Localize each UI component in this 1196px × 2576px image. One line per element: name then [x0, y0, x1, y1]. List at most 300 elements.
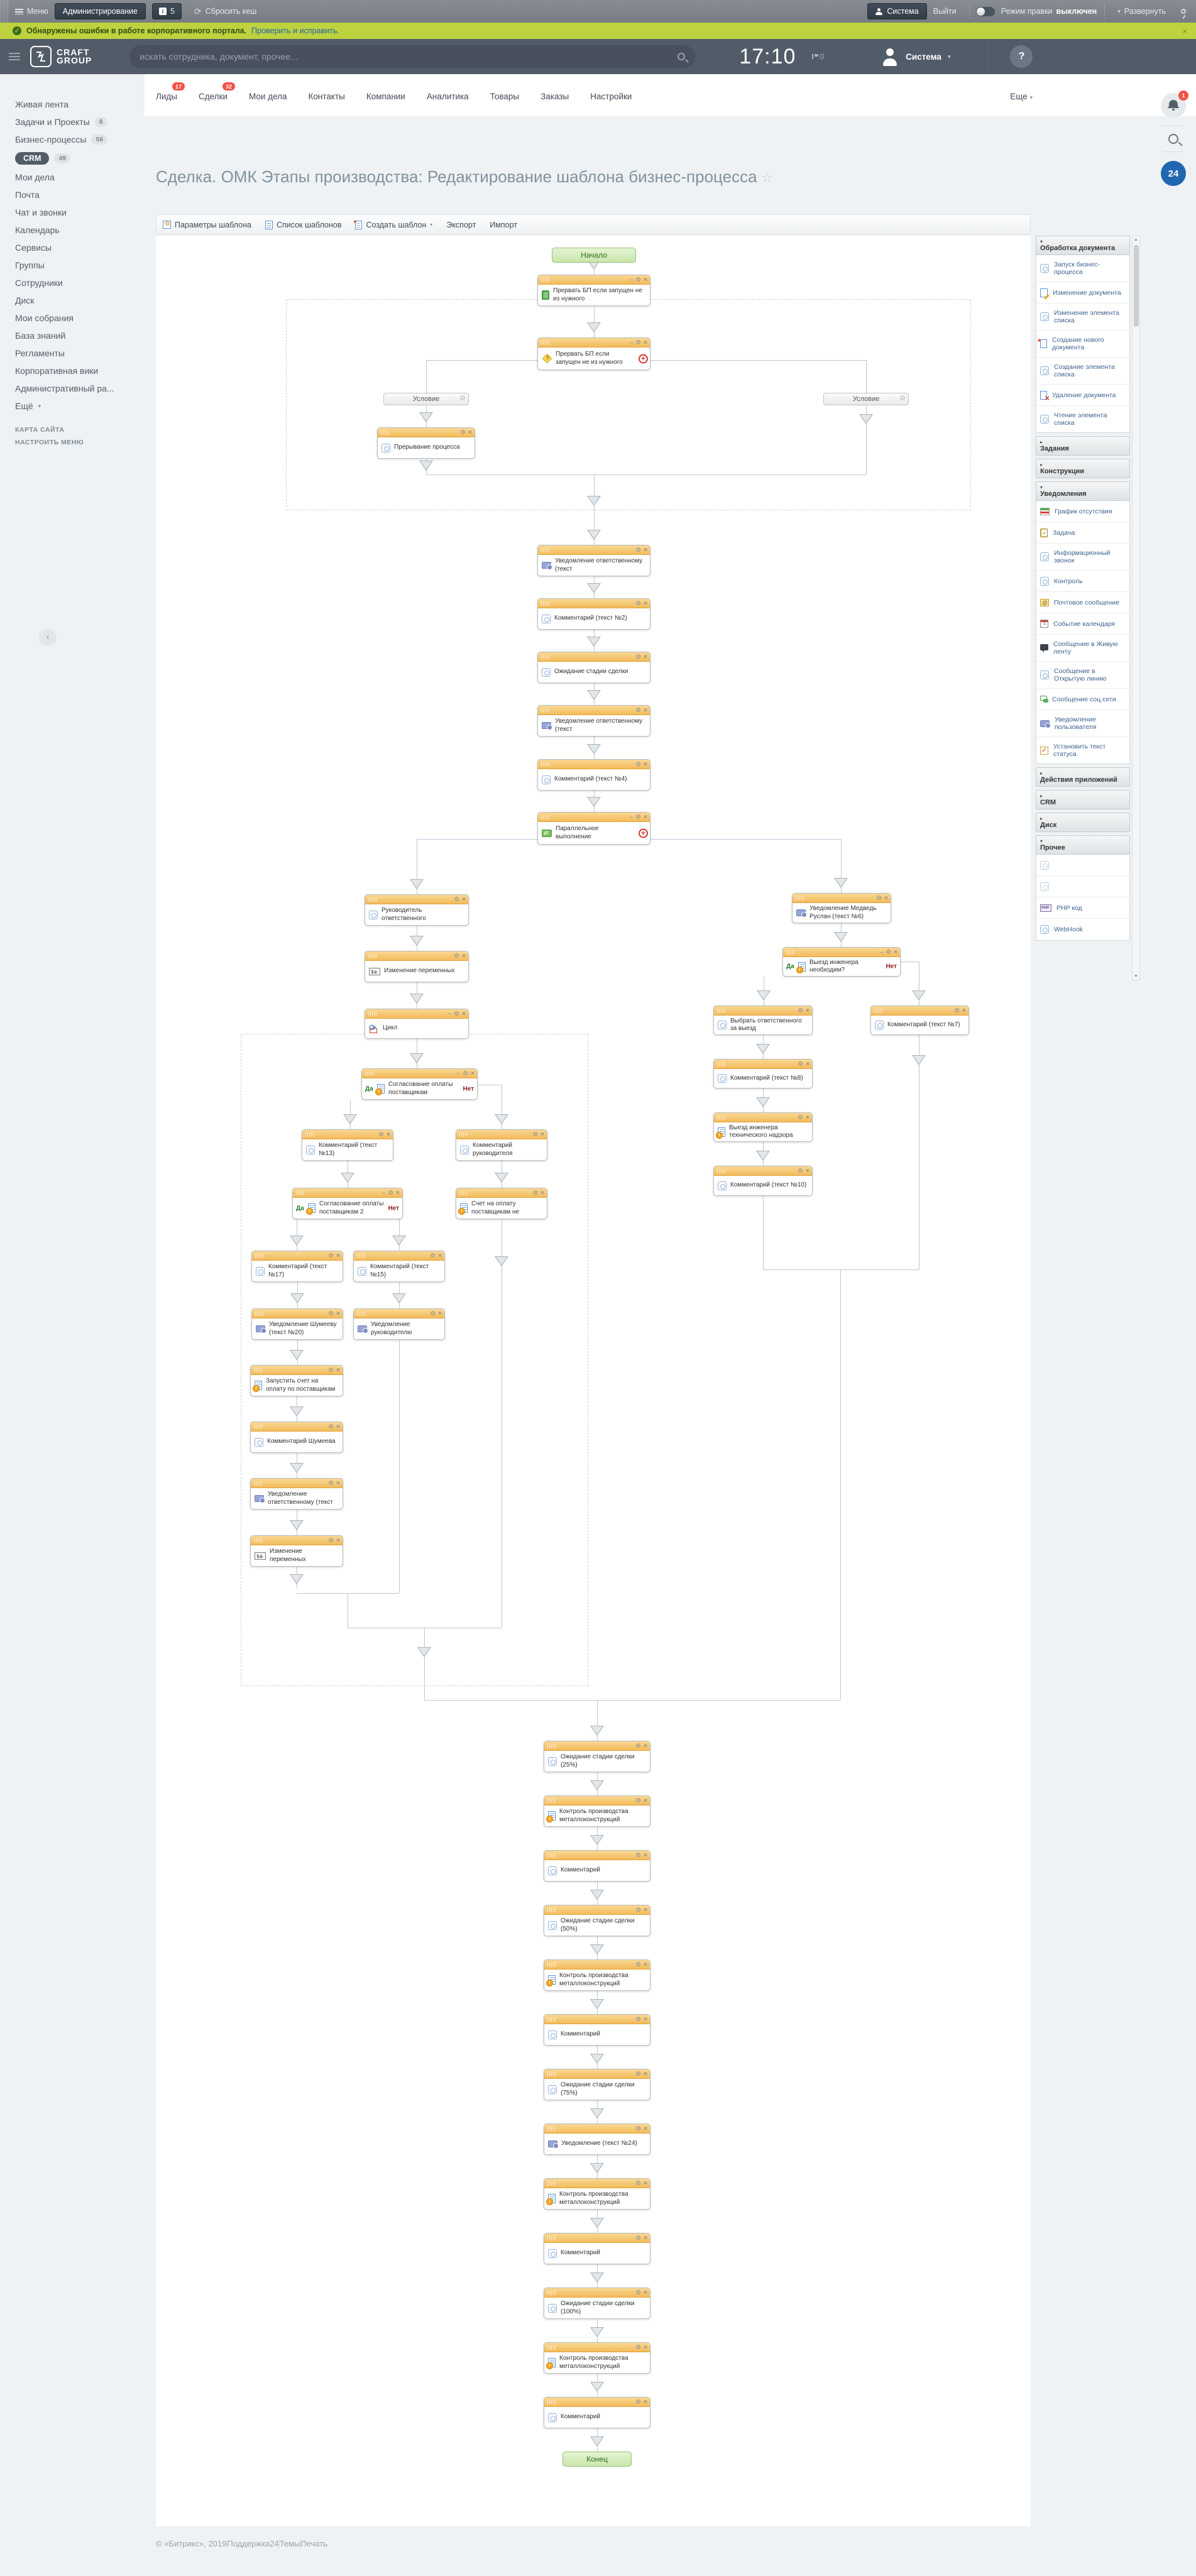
close-icon[interactable]: × [462, 953, 466, 960]
gear-icon[interactable]: ⚙ [635, 1852, 642, 1859]
close-icon[interactable]: × [644, 2125, 647, 2132]
node-controls [635, 2015, 647, 2024]
toolbar-Экспорт[interactable]: Экспорт [446, 220, 476, 229]
close-icon[interactable]: × [644, 1852, 647, 1859]
pin-icon[interactable] [1181, 9, 1186, 14]
gear-icon[interactable]: ⚙ [798, 1061, 804, 1068]
gear-icon[interactable]: ⚙ [328, 1310, 334, 1317]
gear-icon[interactable]: ⚙ [328, 1537, 334, 1544]
drag-grip-icon [254, 1481, 262, 1486]
activity-node[interactable] [251, 1251, 343, 1282]
gear-icon[interactable]: ⚙ [430, 1252, 436, 1259]
close-icon[interactable]: × [1182, 26, 1187, 36]
activity-node[interactable] [544, 2233, 650, 2264]
connector-arrow-icon [912, 990, 926, 1000]
close-icon[interactable]: × [336, 1537, 340, 1544]
node-body [538, 822, 650, 844]
add-branch-button[interactable]: + [639, 828, 648, 838]
activity-node[interactable] [870, 1006, 969, 1035]
connector-arrow-icon [495, 1256, 508, 1266]
chevron-right-icon: ▸ [1040, 793, 1043, 799]
sidebar-item-Бизнес-процессы[interactable] [0, 131, 145, 148]
activity-node[interactable] [544, 2178, 650, 2210]
gear-icon[interactable]: ⚙ [798, 1007, 804, 1014]
palette-item-PHP код[interactable]: PHP PHP код [1036, 897, 1129, 919]
toolbar-Импорт[interactable]: Импорт [490, 220, 517, 229]
gear-icon[interactable]: ⚙ [635, 2016, 642, 2023]
minimize-icon[interactable]: – [629, 277, 634, 283]
connector-arrow-icon [290, 1574, 304, 1584]
palette-item-Чтение элемента списка[interactable]: Чтение элемента списка [1036, 406, 1129, 432]
activity-node[interactable] [537, 759, 650, 791]
sidebar-item-Почта[interactable] [0, 186, 145, 204]
palette-section-Прочее [1036, 835, 1130, 941]
gear-icon[interactable]: ⚙ [899, 395, 906, 402]
palette-item-Событие календаря[interactable]: 1 Событие календаря [1036, 613, 1129, 635]
sitemap-link[interactable]: КАРТА САЙТА [15, 426, 65, 434]
minimize-icon[interactable]: – [447, 1011, 452, 1017]
palette-section-Задания [1036, 436, 1130, 456]
close-icon[interactable]: × [644, 2289, 647, 2296]
connector-arrow-icon [419, 461, 433, 471]
admin-menu-button[interactable] [15, 7, 48, 16]
activity-node[interactable] [792, 893, 891, 923]
close-icon[interactable]: × [336, 1367, 340, 1374]
minimize-icon[interactable]: – [381, 1190, 386, 1197]
gear-icon[interactable]: ⚙ [328, 1367, 334, 1374]
activity-node[interactable] [537, 652, 650, 683]
footer-link[interactable]: Темы [279, 2539, 300, 2548]
activity-node[interactable] [544, 2342, 650, 2374]
activity-node[interactable] [713, 1006, 813, 1035]
minimize-icon[interactable]: – [456, 1070, 461, 1077]
close-icon[interactable]: × [336, 1310, 340, 1317]
params-icon [163, 221, 171, 229]
chevron-down-icon: ▾ [1040, 485, 1043, 490]
blank-icon [1040, 882, 1049, 891]
activity-node[interactable] [713, 1059, 813, 1088]
activity-node[interactable] [537, 812, 650, 845]
close-icon[interactable]: × [806, 1114, 809, 1121]
node-controls [630, 275, 647, 285]
sidebar-item-Календарь[interactable] [0, 221, 145, 239]
chevron-right-icon: ▸ [1040, 816, 1043, 821]
activity-node[interactable] [544, 1795, 650, 1827]
tab-Сделки[interactable]: Сделки 32 [199, 92, 228, 101]
activity-node[interactable] [544, 2014, 650, 2046]
tab-Товары[interactable]: Товары [490, 92, 520, 101]
sidebar-item-Мои собрания[interactable] [0, 309, 145, 327]
palette-item-WebHook[interactable]: WebHook [1036, 919, 1129, 940]
node-controls [635, 1796, 647, 1806]
var-icon [369, 968, 380, 975]
close-icon[interactable]: × [540, 1190, 544, 1197]
activity-node[interactable] [544, 1850, 650, 1882]
close-icon[interactable]: × [471, 1070, 475, 1077]
node-body [544, 1860, 650, 1881]
activity-node[interactable] [250, 1365, 343, 1396]
edit-mode-toggle[interactable] [976, 7, 995, 16]
alert-fix-link[interactable]: Проверить и исправить. [251, 26, 339, 35]
connector-arrow-icon [495, 1114, 508, 1124]
gear-icon[interactable]: ⚙ [635, 1743, 642, 1750]
sidebar-item-Чат и звонки[interactable] [0, 204, 145, 221]
palette-item-Изменение документа[interactable]: Изменение документа [1036, 282, 1129, 304]
activity-node[interactable] [250, 1478, 343, 1510]
admin-counter[interactable] [152, 3, 182, 19]
node-body [783, 957, 900, 976]
activity-node[interactable] [782, 947, 901, 977]
minimize-icon[interactable]: – [879, 949, 884, 956]
minimize-icon[interactable]: – [629, 814, 634, 821]
drag-grip-icon [357, 1312, 365, 1316]
palette-item-Сообщение соц.сети[interactable]: Сообщение соц.сети [1036, 689, 1129, 710]
palette-item-Создание элемента списка[interactable]: Создание элемента списка [1036, 358, 1129, 385]
activity-node[interactable] [544, 1741, 650, 1772]
palette-section-Уведомления [1036, 481, 1130, 764]
close-icon[interactable]: × [644, 814, 647, 821]
gear-icon[interactable]: ⚙ [635, 1961, 642, 1968]
minimize-icon[interactable]: – [629, 339, 634, 346]
close-icon[interactable]: × [462, 896, 466, 903]
sidebar-item-Регламенты[interactable] [0, 344, 145, 362]
scroll-up-icon[interactable]: ▲ [1134, 238, 1138, 242]
tab-Контакты[interactable]: Контакты [308, 92, 345, 101]
gear-icon[interactable]: ⚙ [876, 895, 882, 902]
palette-section-header[interactable]: ▸ Действия приложений [1036, 767, 1130, 787]
user-menu[interactable] [881, 47, 950, 66]
palette-item-Сообщение в Открытую линию[interactable]: Сообщение в Открытую линию [1036, 662, 1129, 689]
administration-button[interactable]: Администрирование [55, 3, 146, 19]
palette-item-Изменение элемента списка[interactable]: Изменение элемента списка [1036, 304, 1129, 331]
palette-item-Создание нового документа[interactable]: * Создание нового документа [1036, 331, 1129, 358]
sidebar-item-Группы[interactable] [0, 256, 145, 274]
palette-item-Контроль[interactable]: Контроль [1036, 571, 1129, 592]
close-icon[interactable]: × [884, 895, 888, 902]
logout-link[interactable]: Выйти [933, 7, 957, 16]
close-icon[interactable]: × [396, 1190, 400, 1197]
activity-node[interactable] [302, 1129, 393, 1161]
search-icon[interactable] [678, 53, 685, 60]
connector-arrow-icon [290, 1520, 304, 1530]
connector-arrow-icon [587, 496, 601, 506]
close-icon[interactable]: × [438, 1252, 442, 1259]
close-icon[interactable]: × [644, 1797, 647, 1804]
node-controls [635, 2233, 647, 2243]
gear-icon[interactable]: ⚙ [635, 547, 642, 554]
logo[interactable] [30, 46, 92, 67]
activity-node[interactable] [713, 1166, 813, 1196]
palette-section-header[interactable]: ▸ Конструкции [1036, 459, 1130, 478]
close-icon[interactable]: × [336, 1423, 340, 1430]
palette-item-blank[interactable] [1036, 876, 1129, 897]
connector-arrow-icon [587, 690, 601, 700]
sidebar-item-CRM[interactable] [0, 148, 145, 168]
palette-section-header[interactable]: ▸ Диск [1036, 813, 1130, 832]
close-icon[interactable]: × [644, 2071, 647, 2078]
node-body [456, 1198, 547, 1219]
palette-item-Запуск бизнес-процесса[interactable]: Запуск бизнес-процесса [1036, 255, 1129, 282]
close-icon[interactable]: × [644, 1961, 647, 1968]
sidebar-item-Мои дела[interactable] [0, 168, 145, 186]
tab-Лиды[interactable]: Лиды 17 [156, 92, 177, 101]
close-icon[interactable]: × [462, 1011, 466, 1017]
palette-item-График отсутствия[interactable]: График отсутствия [1036, 501, 1129, 522]
gear-icon[interactable]: ⚙ [635, 1797, 642, 1804]
close-icon[interactable]: × [644, 2344, 647, 2351]
activity-node[interactable] [365, 1009, 469, 1039]
sidebar-item-Административный ра...[interactable] [0, 380, 145, 397]
node-controls [798, 1166, 809, 1176]
add-branch-button[interactable]: + [639, 354, 648, 363]
system-user-button[interactable] [867, 3, 926, 19]
footer-link[interactable]: Поддержка24 [227, 2539, 279, 2548]
condition-branch[interactable]: Условие ⚙ [823, 393, 909, 405]
connector-arrow-icon [419, 412, 433, 422]
configure-menu-link[interactable]: НАСТРОИТЬ МЕНЮ [15, 439, 84, 446]
node-label: Комментарий (текст №2) [554, 615, 627, 622]
gear-icon[interactable]: ⚙ [454, 953, 460, 960]
sidebar-item-База знаний[interactable] [0, 327, 145, 344]
nav-more[interactable]: Еще ▾ [1010, 92, 1033, 101]
sidebar-item-Корпоративная вики[interactable] [0, 362, 145, 380]
scrollbar-thumb[interactable] [1134, 245, 1139, 327]
gear-icon[interactable]: ⚙ [635, 707, 642, 714]
tab-Заказы[interactable]: Заказы [540, 92, 569, 101]
sidebar-item-Живая лента[interactable] [0, 96, 145, 113]
close-icon[interactable]: × [644, 2235, 647, 2242]
activity-node[interactable] [361, 1068, 478, 1100]
close-icon[interactable]: × [962, 1007, 966, 1014]
toolbar-Список шаблонов[interactable]: Список шаблонов [265, 221, 342, 229]
node-label: Ожидание стадии сделки (50%) [561, 1917, 635, 1932]
close-icon[interactable]: × [336, 1480, 340, 1487]
gear-icon[interactable]: ⚙ [635, 600, 642, 607]
activity-node[interactable] [353, 1308, 445, 1340]
activity-node[interactable] [713, 1112, 813, 1142]
gear-icon[interactable]: ⚙ [635, 2289, 642, 2296]
activity-node[interactable] [292, 1188, 403, 1219]
sidebar-item-Сотрудники[interactable] [0, 274, 145, 292]
close-icon[interactable]: × [540, 1131, 544, 1138]
palette-section-Диск [1036, 813, 1130, 832]
close-icon[interactable]: × [806, 1061, 809, 1068]
close-icon[interactable]: × [644, 761, 647, 768]
activity-node[interactable] [537, 337, 650, 370]
chevron-right-icon: ▸ [1040, 439, 1043, 445]
node-label: Выезд инженера технического надзора [729, 1124, 793, 1139]
gear-icon[interactable]: ⚙ [635, 2071, 642, 2078]
gear-icon[interactable]: ⚙ [454, 896, 460, 903]
activity-node[interactable] [365, 894, 469, 926]
toolbar-Создать шаблон[interactable]: * Создать шаблон ▾ [355, 221, 432, 229]
gear-icon[interactable]: ⚙ [635, 761, 642, 768]
palette-section-header[interactable]: ▾ Обработка документа [1036, 236, 1130, 255]
node-controls [635, 599, 647, 608]
gear-icon[interactable]: ⚙ [635, 2235, 642, 2242]
activity-node[interactable] [251, 1308, 343, 1340]
close-icon[interactable]: × [644, 2016, 647, 2023]
activity-node[interactable] [250, 1535, 343, 1567]
tab-Мои дела[interactable]: Мои дела [249, 92, 287, 101]
list-icon [548, 2413, 557, 2422]
close-icon[interactable]: × [806, 1168, 809, 1175]
palette-item-Уведомление пользователя[interactable]: Уведомление пользователя [1036, 710, 1129, 737]
gear-icon[interactable]: ⚙ [635, 814, 642, 821]
help-button[interactable]: ? [1010, 45, 1033, 68]
palette-item-Задача[interactable]: ✓ Задача [1036, 522, 1129, 544]
node-titlebar [251, 1536, 343, 1545]
palette-section-header[interactable]: ▸ CRM [1036, 790, 1130, 809]
hamburger-icon[interactable] [9, 53, 20, 60]
close-icon[interactable]: × [806, 1007, 809, 1014]
activity-node[interactable] [456, 1129, 547, 1161]
close-icon[interactable]: × [468, 429, 472, 436]
gear-icon[interactable]: ⚙ [454, 1011, 460, 1017]
close-icon[interactable]: × [336, 1252, 340, 1259]
node-titlebar [354, 1251, 444, 1261]
connector-arrow-icon [343, 1114, 357, 1124]
activity-node[interactable] [365, 951, 469, 982]
tab-Настройки[interactable]: Настройки [590, 92, 632, 101]
gear-icon[interactable]: ⚙ [532, 1190, 539, 1197]
activity-node[interactable] [544, 2069, 650, 2100]
close-icon[interactable]: × [644, 1743, 647, 1750]
palette-item-Информационный звонок[interactable]: Информационный звонок [1036, 544, 1129, 571]
gear-icon[interactable]: ⚙ [463, 1070, 469, 1077]
gear-icon[interactable]: ⚙ [430, 1310, 436, 1317]
palette-section-header[interactable]: ▸ Задания [1036, 436, 1130, 456]
scroll-down-icon[interactable]: ▼ [1134, 974, 1138, 978]
close-icon[interactable]: × [644, 707, 647, 714]
activity-node[interactable] [353, 1251, 445, 1282]
close-icon[interactable]: × [438, 1310, 442, 1317]
node-titlebar [714, 1166, 812, 1176]
close-icon[interactable]: × [644, 547, 647, 554]
notifications-button[interactable] [1161, 93, 1186, 118]
gear-icon[interactable]: ⚙ [635, 2180, 642, 2187]
sidebar-item-Задачи и Проекты[interactable] [0, 113, 145, 131]
gear-icon[interactable]: ⚙ [798, 1114, 804, 1121]
sidebar-item-Диск[interactable] [0, 292, 145, 309]
sidebar-item-Сервисы[interactable] [0, 239, 145, 256]
connector-arrow-icon [859, 414, 873, 424]
gear-icon[interactable]: ⚙ [635, 277, 642, 283]
activity-node[interactable] [544, 2397, 650, 2428]
gear-icon[interactable]: ⚙ [460, 429, 466, 436]
close-icon[interactable]: × [644, 339, 647, 346]
activity-node[interactable] [537, 545, 650, 576]
drag-grip-icon [368, 897, 376, 902]
favorite-star-icon[interactable]: ☆ [760, 170, 774, 185]
activity-node[interactable] [537, 705, 650, 737]
yes-branch-label: Да [365, 1085, 373, 1092]
activity-node[interactable] [537, 598, 650, 630]
gear-icon[interactable]: ⚙ [328, 1423, 334, 1430]
tab-Компании[interactable]: Компании [366, 92, 405, 101]
gear-icon[interactable]: ⚙ [532, 1131, 539, 1138]
palette-item-Сообщение в Живую ленту[interactable]: Сообщение в Живую ленту [1036, 635, 1129, 662]
tab-Аналитика[interactable]: Аналитика [426, 92, 469, 101]
palette-item-Установить текст статуса[interactable]: ✓ Установить текст статуса [1036, 737, 1129, 764]
expand-button[interactable]: ▾ Развернуть [1117, 7, 1166, 16]
node-controls [954, 1006, 966, 1016]
palette-item-blank[interactable] [1036, 855, 1129, 876]
flag-icon [812, 54, 817, 59]
palette-item-Удаление документа[interactable]: × Удаление документа [1036, 385, 1129, 406]
node-label: Комментарий (текст №17) [268, 1263, 327, 1278]
palette-section-header[interactable]: ▾ Уведомления [1036, 481, 1130, 501]
activity-node[interactable] [377, 427, 475, 459]
close-icon[interactable]: × [644, 600, 647, 607]
gear-icon[interactable]: ⚙ [886, 949, 892, 956]
condition-branch[interactable]: Условие ⚙ [383, 393, 469, 405]
drag-grip-icon [541, 341, 549, 345]
drag-grip-icon [541, 815, 549, 819]
search-icon[interactable] [1168, 134, 1178, 144]
gear-icon[interactable]: ⚙ [635, 2399, 642, 2406]
toolbar-Параметры шаблона[interactable]: ⚙ Параметры шаблона [163, 221, 251, 229]
close-icon[interactable]: × [644, 1907, 647, 1914]
gear-icon[interactable]: ⚙ [798, 1168, 804, 1175]
drag-grip-icon [547, 2127, 556, 2131]
list-icon [1040, 577, 1049, 586]
sidebar-item-badge: 8 [95, 117, 107, 127]
gear-icon[interactable]: ⚙ [328, 1480, 334, 1487]
close-icon[interactable]: × [644, 2180, 647, 2187]
bitrix24-button[interactable]: 24 [1161, 161, 1186, 186]
close-icon[interactable]: × [644, 277, 647, 283]
node-controls [635, 2124, 647, 2134]
sidebar-item-Ещё[interactable] [0, 397, 145, 415]
close-icon[interactable]: × [644, 654, 647, 660]
sidebar-item-label: Мои дела [15, 172, 55, 182]
activity-node[interactable] [537, 275, 650, 306]
sidebar-collapse-button[interactable]: ‹ [39, 628, 57, 646]
gear-icon[interactable]: ⚙ [635, 2344, 642, 2351]
close-icon[interactable]: × [387, 1131, 390, 1138]
connector-arrow-icon [590, 2436, 604, 2447]
gear-icon[interactable]: ⚙ [635, 2125, 642, 2132]
palette-item-Почтовое сообщение[interactable]: @ Почтовое сообщение [1036, 592, 1129, 613]
activity-node[interactable] [456, 1188, 547, 1219]
close-icon[interactable]: × [894, 949, 897, 956]
gear-icon[interactable]: ⚙ [378, 1131, 385, 1138]
gear-icon[interactable]: ⚙ [635, 339, 642, 346]
sidebar-item-label: Регламенты [15, 348, 65, 358]
footer-link[interactable]: Печать [300, 2539, 327, 2548]
activity-node[interactable] [544, 2124, 650, 2155]
gear-icon[interactable]: ⚙ [954, 1007, 960, 1014]
gear-icon[interactable]: ⚙ [635, 654, 642, 660]
gear-icon[interactable]: ⚙ [635, 1907, 642, 1914]
activity-node[interactable] [544, 1905, 650, 1936]
reset-cache-button[interactable] [194, 6, 256, 17]
search-input[interactable] [140, 52, 678, 62]
gear-icon[interactable]: ⚙ [328, 1252, 334, 1259]
gear-icon[interactable]: ⚙ [388, 1190, 394, 1197]
palette-section-header[interactable]: ▾ Прочее [1036, 835, 1130, 855]
connector-line [424, 1628, 425, 1700]
activity-node[interactable] [544, 2288, 650, 2319]
palette-scrollbar[interactable] [1132, 236, 1140, 980]
activity-node[interactable] [544, 1959, 650, 1991]
flag-counter[interactable]: 0 [812, 52, 824, 61]
approval-icon [548, 2358, 556, 2367]
activity-node[interactable] [250, 1422, 343, 1453]
gear-icon[interactable]: ⚙ [459, 395, 466, 402]
close-icon[interactable]: × [644, 2399, 647, 2406]
